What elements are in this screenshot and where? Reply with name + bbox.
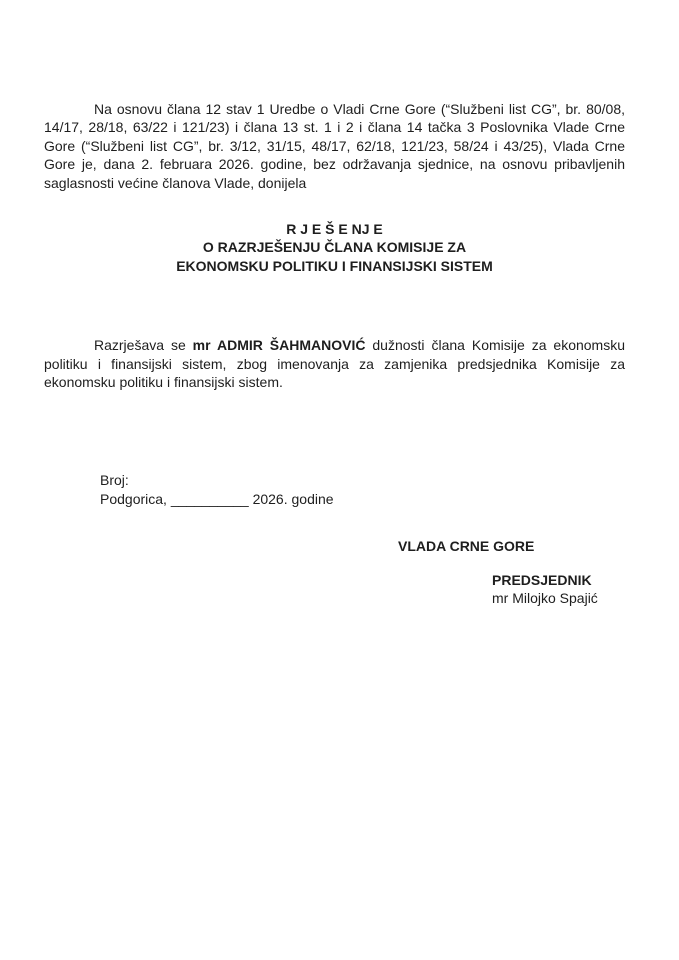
intro-paragraph-text: Na osnovu člana 12 stav 1 Uredbe o Vladi Crne Gore (“Službeni list CG”, br. 80/08, 14/17, 28/18, 63/22 i 121/23) i člana 13 st. 1 i 2 i člana 14 tačka 3 Poslovnika Vlade Crne Gore (“Službeni list CG”, br. 3/12, 31/15, 48/17, 62/18, 121/23, 58/24 i 43/25), Vlada Crne Gore je, dana 2. februara 2026. godine, bez održavanja sjednice, na osnovu pribavljenih saglasnosti većine članova Vlade, donijela [44, 101, 625, 191]
signature-block [44, 537, 625, 607]
signature-name: mr Milojko Spajić [492, 590, 598, 607]
title-line-2: O RAZRJEŠENJU ČLANA KOMISIJE ZA [202, 239, 467, 256]
decision-rest-text: dužnosti člana Komisije za ekonomsku politiku i finansijski sistem, zbog imenovanja za zamjenika predsjednika Komisije za ekonomsku politiku i finansijski sistem. [44, 337, 626, 391]
title-line-1: R J E Š E NJ E [286, 221, 383, 238]
signature-role: PREDSJEDNIK [492, 571, 592, 588]
signature-organization: VLADA CRNE GORE [398, 538, 535, 555]
decision-paragraph [44, 336, 625, 391]
title-line-3: EKONOMSKU POLITIKU I FINANSIJSKI SISTEM [176, 257, 493, 274]
place-date-line: Podgorica, __________ 2026. godine [100, 490, 334, 507]
document-title [44, 220, 625, 275]
intro-paragraph [44, 100, 625, 192]
decision-lead-text: Razrješava se [94, 337, 193, 354]
number-label: Broj: [100, 472, 129, 489]
dismissed-person-name: mr ADMIR ŠAHMANOVIĆ [192, 337, 366, 354]
reference-block [100, 471, 625, 508]
